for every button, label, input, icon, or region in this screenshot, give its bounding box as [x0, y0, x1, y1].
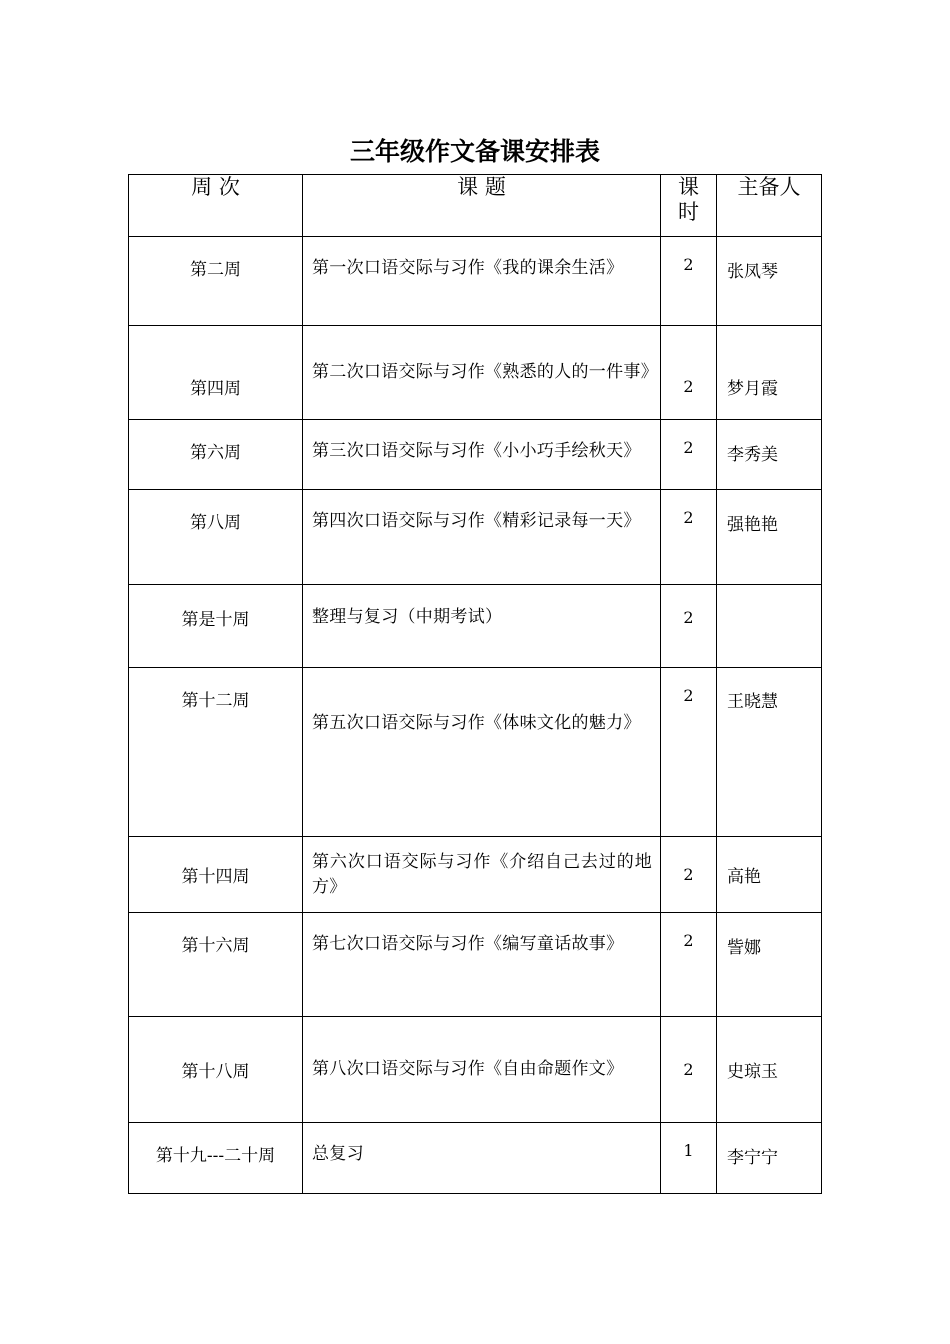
owner-cell: 高艳 [717, 837, 822, 913]
topic-cell: 总复习 [303, 1123, 661, 1194]
table-row [129, 1017, 822, 1123]
owner-cell: 强艳艳 [717, 490, 822, 585]
topic-cell: 第三次口语交际与习作《小小巧手绘秋天》 [303, 420, 661, 490]
owner-cell: 张凤琴 [717, 237, 822, 326]
topic-cell: 第五次口语交际与习作《体味文化的魅力》 [303, 668, 661, 837]
topic-cell: 第六次口语交际与习作《介绍自己去过的地方》 [303, 837, 661, 913]
table-row [129, 237, 822, 326]
table-header-row [129, 175, 822, 237]
hours-cell: 2 [661, 237, 717, 326]
week-cell: 第十六周 [129, 913, 303, 1017]
table-row [129, 420, 822, 490]
hours-cell: 1 [661, 1123, 717, 1194]
topic-cell: 第二次口语交际与习作《熟悉的人的一件事》 [303, 326, 661, 420]
table-row [129, 490, 822, 585]
topic-cell: 第四次口语交际与习作《精彩记录每一天》 [303, 490, 661, 585]
week-cell: 第四周 [129, 326, 303, 420]
header-topic: 课 题 [303, 175, 661, 237]
header-week: 周 次 [129, 175, 303, 237]
hours-cell: 2 [661, 585, 717, 668]
owner-cell: 李秀美 [717, 420, 822, 490]
hours-cell: 2 [661, 668, 717, 837]
topic-cell: 第八次口语交际与习作《自由命题作文》 [303, 1017, 661, 1123]
document-title: 三年级作文备课安排表 [349, 137, 600, 166]
hours-cell: 2 [661, 490, 717, 585]
table-row [129, 585, 822, 668]
owner-cell: 李宁宁 [717, 1123, 822, 1194]
topic-cell: 整理与复习（中期考试） [303, 585, 661, 668]
owner-cell [717, 585, 822, 668]
header-hours-line2: 时 [678, 200, 699, 224]
hours-cell: 2 [661, 1017, 717, 1123]
table-row [129, 326, 822, 420]
week-cell: 第十二周 [129, 668, 303, 837]
hours-cell: 2 [661, 837, 717, 913]
table-row [129, 837, 822, 913]
owner-cell: 訾娜 [717, 913, 822, 1017]
week-cell: 第六周 [129, 420, 303, 490]
schedule-table [128, 174, 822, 1194]
hours-cell: 2 [661, 913, 717, 1017]
owner-cell: 梦月霞 [717, 326, 822, 420]
week-cell: 第是十周 [129, 585, 303, 668]
header-owner: 主备人 [717, 175, 822, 237]
table-row [129, 1123, 822, 1194]
topic-cell: 第一次口语交际与习作《我的课余生活》 [303, 237, 661, 326]
header-hours-line1: 课 [678, 175, 699, 199]
table-row [129, 913, 822, 1017]
week-cell: 第十八周 [129, 1017, 303, 1123]
topic-cell: 第七次口语交际与习作《编写童话故事》 [303, 913, 661, 1017]
week-cell: 第二周 [129, 237, 303, 326]
owner-cell: 史琼玉 [717, 1017, 822, 1123]
week-cell: 第八周 [129, 490, 303, 585]
week-cell: 第十四周 [129, 837, 303, 913]
hours-cell: 2 [661, 420, 717, 490]
hours-cell: 2 [661, 326, 717, 420]
header-hours [661, 175, 717, 237]
table-row [129, 668, 822, 837]
owner-cell: 王晓慧 [717, 668, 822, 837]
week-cell: 第十九---二十周 [129, 1123, 303, 1194]
